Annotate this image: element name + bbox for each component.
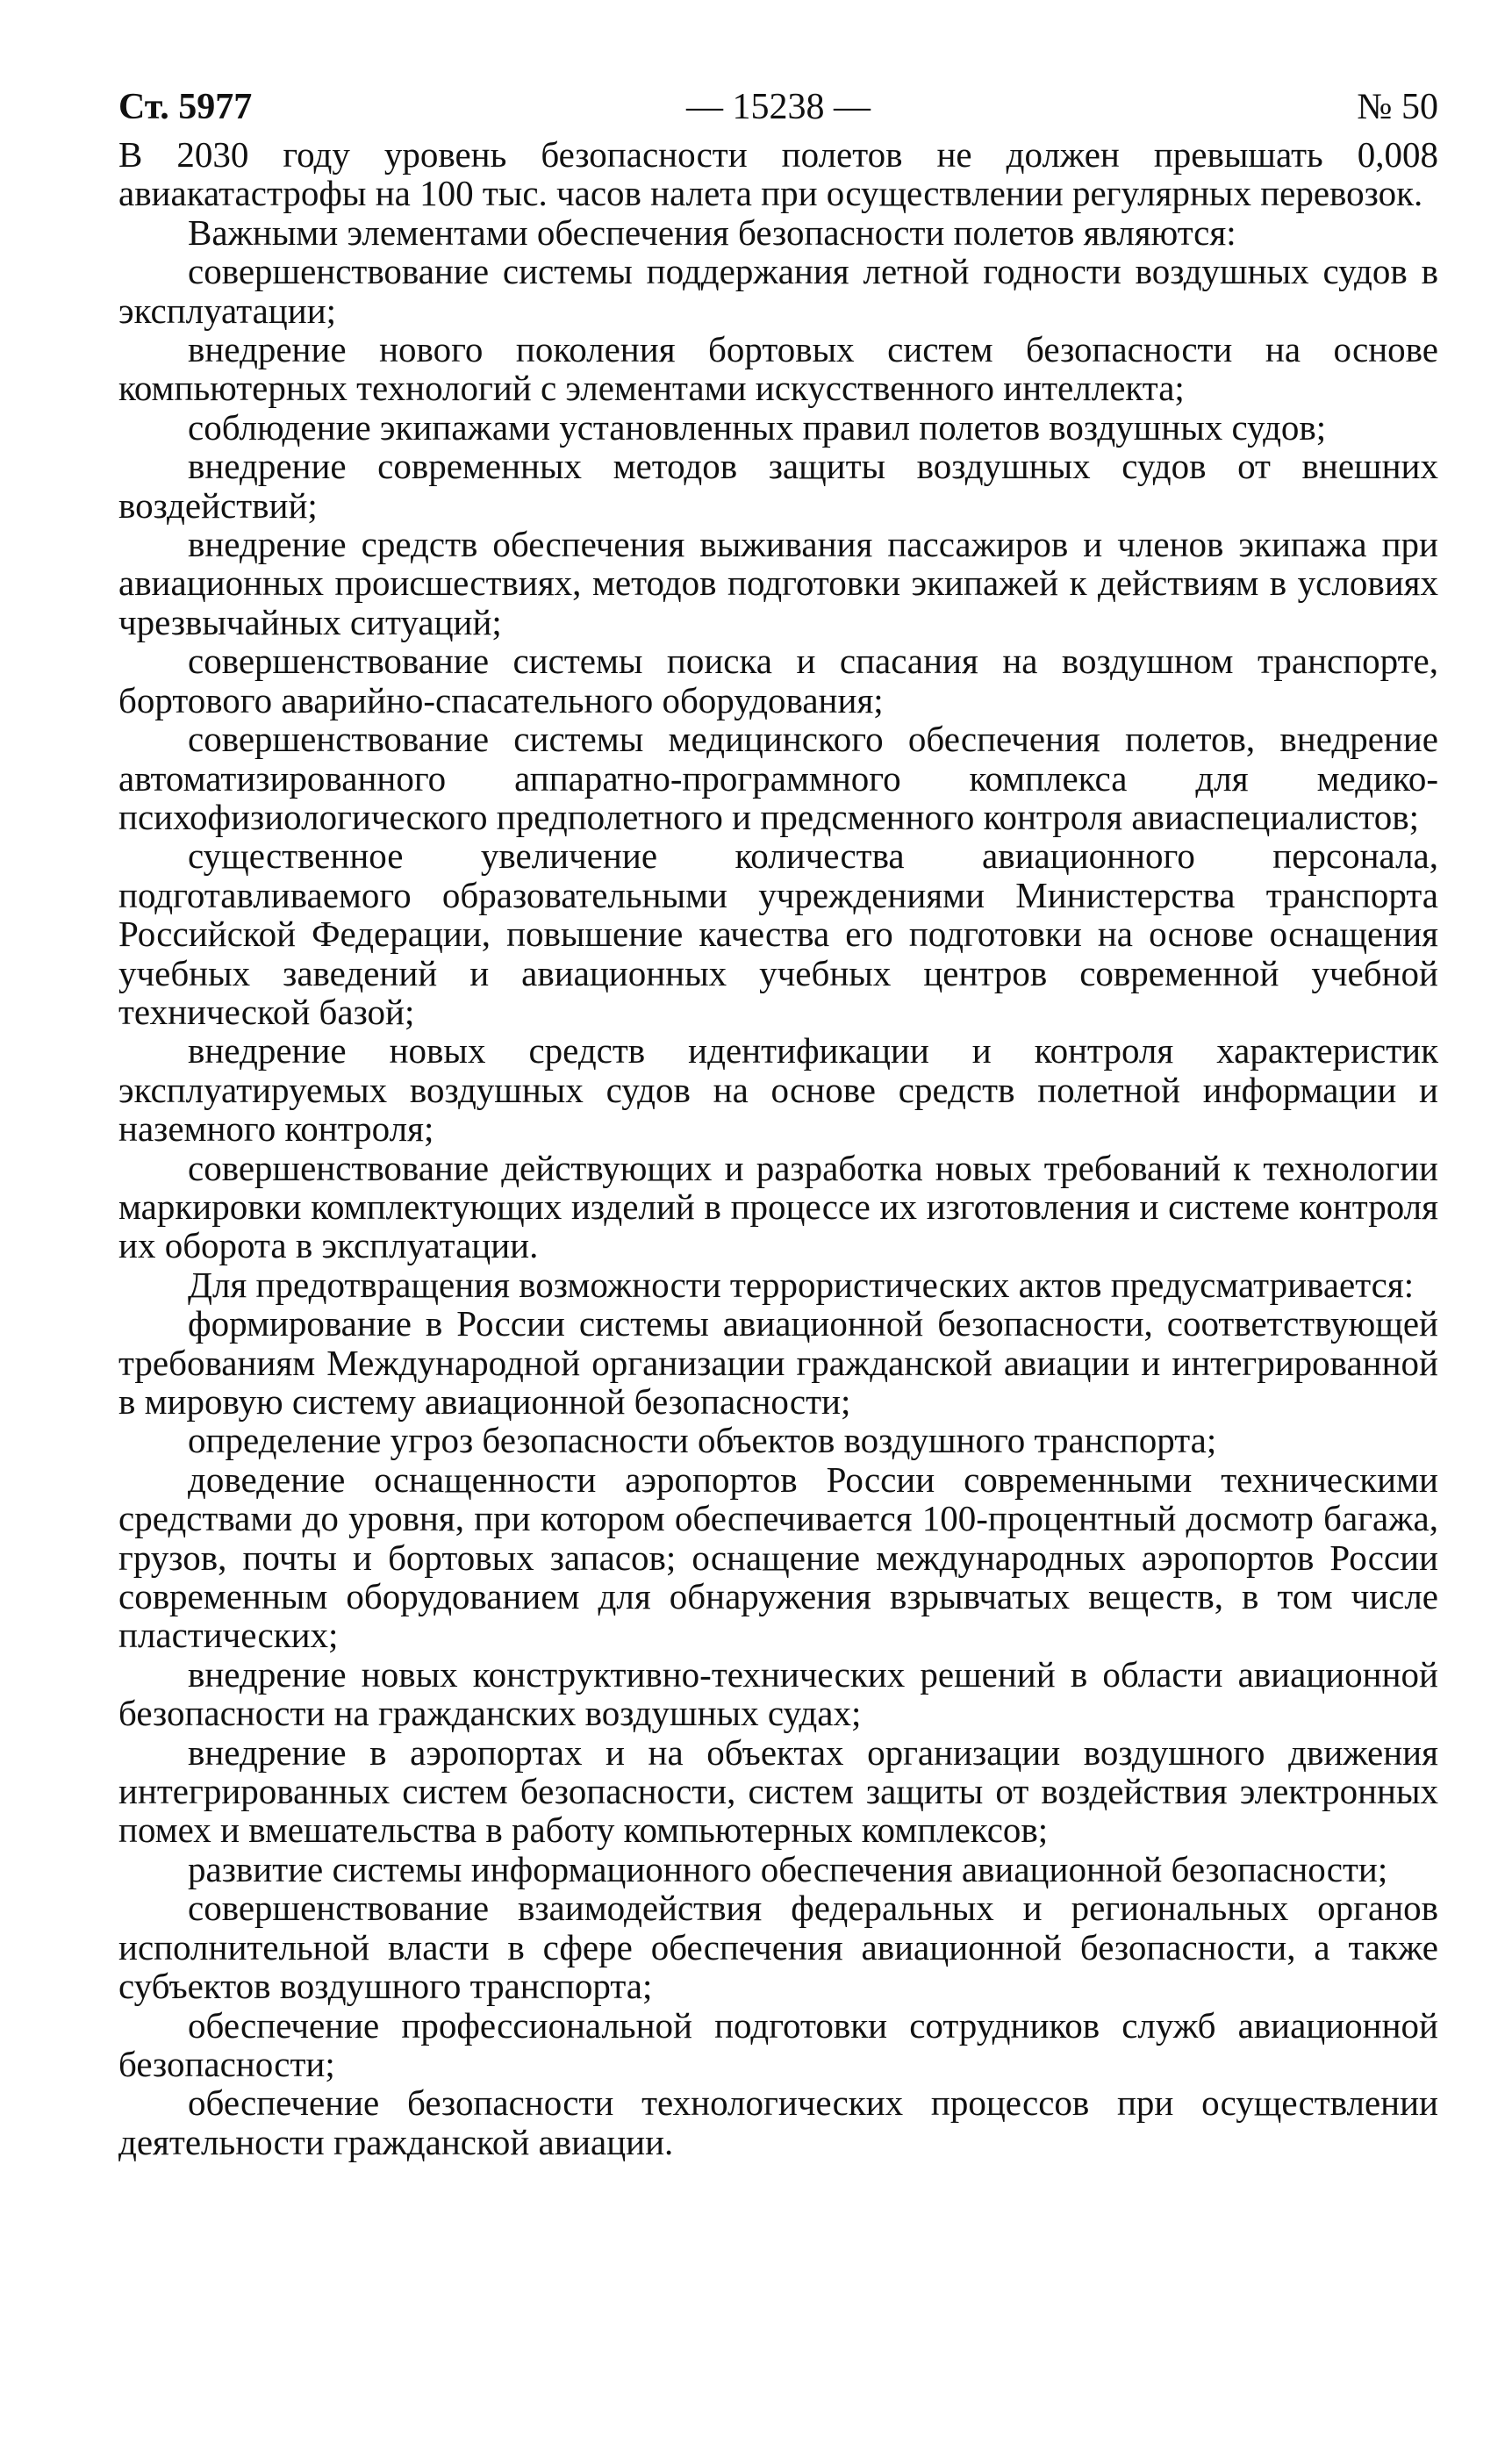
- paragraph: внедрение нового поколения бортовых систем безопасности на основе компьютерных технологий с элементами искусственного интеллекта;: [118, 329, 1438, 409]
- paragraph: определение угроз безопасности объектов воздушного транспорта;: [188, 1420, 1217, 1461]
- paragraph: Важными элементами обеспечения безопасности полетов являются:: [188, 211, 1236, 253]
- paragraph: внедрение новых средств идентификации и контроля характеристик эксплуатируемых воздушных судов на основе средств полетной информации и наземного контроля;: [118, 1030, 1438, 1150]
- paragraph: доведение оснащенности аэропортов России современными техническими средствами до уровня, при котором обеспечивается 100-процентный досмотр багажа, грузов, почты и бортовых запасов; оснащение международных аэропортов России современным оборудованием для обнаружения взрывчатых веществ, в том числе пластических;: [118, 1459, 1438, 1656]
- paragraph: В 2030 году уровень безопасности полетов не должен превышать 0,008 авиакатастрофы на 100 тыс. часов налета при осуществлении регулярных перевозок.: [118, 134, 1438, 214]
- paragraph: формирование в России системы авиационной безопасности, соответствующей требованиям Международной организации гражданской авиации и интегрированной в мировую систему авиационной безопасности;: [118, 1303, 1438, 1422]
- paragraph: внедрение современных методов защиты воздушных судов от внешних воздействий;: [118, 446, 1438, 526]
- paragraph: внедрение средств обеспечения выживания пассажиров и членов экипажа при авиационных происшествиях, методов подготовки экипажей к действиям в условиях чрезвычайных ситуаций;: [118, 524, 1438, 642]
- paragraph: развитие системы информационного обеспечения авиационной безопасности;: [188, 1848, 1388, 1889]
- paragraph: совершенствование взаимодействия федеральных и региональных органов исполнительной власти в сфере обеспечения авиационной безопасности, а также субъектов воздушного транспорта;: [118, 1888, 1438, 2007]
- paragraph: внедрение в аэропортах и на объектах организации воздушного движения интегрированных систем безопасности, систем защиты от воздействия электронных помех и вмешательства в работу компьютерных комплексов;: [118, 1731, 1438, 1851]
- paragraph: существенное увеличение количества авиационного персонала, подготавливаемого образовательными учреждениями Министерства транспорта Российской Федерации, повышение качества его подготовки на основе оснащения учебных заведений и авиационных учебных центров современной учебной технической базой;: [118, 835, 1438, 1032]
- issue-number: № 50: [1357, 87, 1438, 127]
- paragraph: обеспечение безопасности технологических процессов при осуществлении деятельности гражданской авиации.: [118, 2082, 1438, 2162]
- paragraph: Для предотвращения возможности террористических актов предусматривается:: [188, 1264, 1415, 1305]
- document-page: [118, 81, 1438, 2161]
- paragraph: обеспечение профессиональной подготовки сотрудников служб авиационной безопасности;: [118, 2004, 1438, 2084]
- document-body: [118, 135, 1438, 2161]
- paragraph: совершенствование системы поддержания летной годности воздушных судов в эксплуатации;: [118, 251, 1438, 331]
- page-number: — 15238 —: [686, 87, 871, 127]
- paragraph: совершенствование системы поиска и спасания на воздушном транспорте, бортового аварийно-спасательного оборудования;: [118, 641, 1438, 720]
- paragraph: соблюдение экипажами установленных правил полетов воздушных судов;: [188, 406, 1327, 448]
- paragraph: совершенствование системы медицинского обеспечения полетов, внедрение автоматизированного аппаратно-программного комплекса для медико-психофизиологического предполетного и предсменного контроля авиаспециалистов;: [118, 719, 1438, 837]
- paragraph: внедрение новых конструктивно-технических решений в области авиационной безопасности на гражданских воздушных судах;: [118, 1653, 1438, 1734]
- article-number: Ст. 5977: [118, 87, 253, 127]
- paragraph: совершенствование действующих и разработка новых требований к технологии маркировки комплектующих изделий в процессе их изготовления и системе контроля их оборота в эксплуатации.: [118, 1147, 1438, 1266]
- page-header: [118, 81, 1438, 133]
